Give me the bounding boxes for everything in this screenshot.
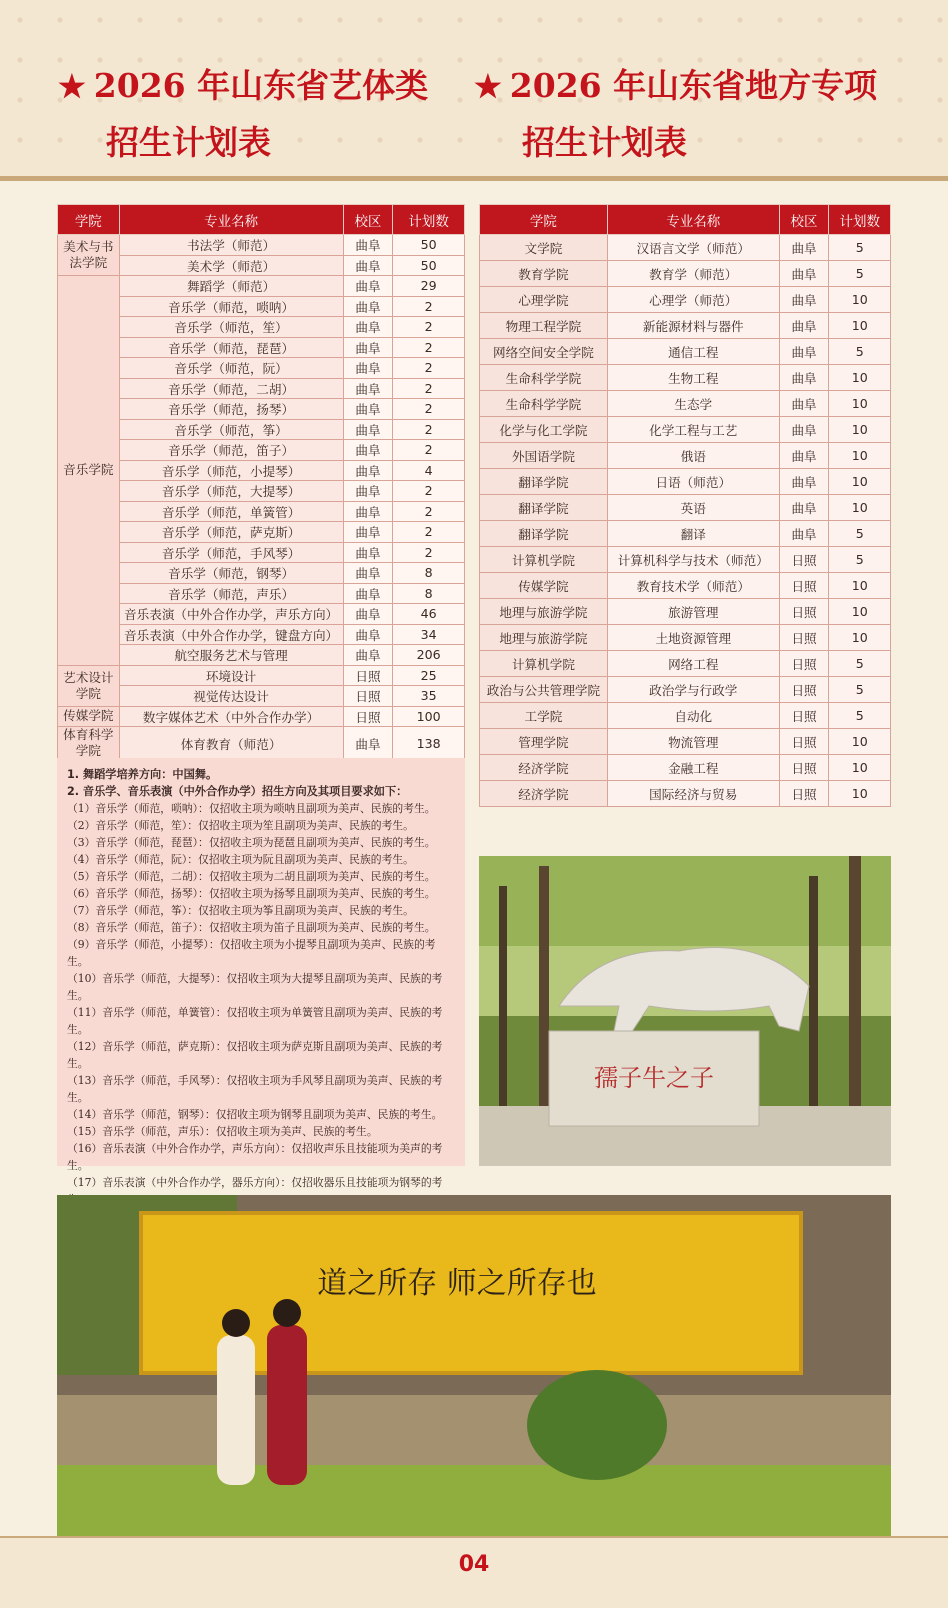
table-row	[58, 419, 465, 440]
major-cell: 旅游管理	[607, 599, 779, 625]
table-row	[58, 255, 465, 276]
college-cell: 地理与旅游学院	[480, 625, 608, 651]
right-title	[474, 58, 877, 171]
major-cell: 自动化	[607, 703, 779, 729]
college-cell: 翻译学院	[480, 469, 608, 495]
stone-inscription: 孺子牛之子	[594, 1064, 714, 1092]
note-item: （9）音乐学（师范，小提琴）：仅招收主项为小提琴且副项为美声、民族的考生。	[67, 938, 436, 968]
plan-count-cell: 2	[393, 317, 465, 338]
campus-cell: 曲阜	[343, 276, 393, 297]
campus-cell: 曲阜	[343, 358, 393, 379]
college-cell: 翻译学院	[480, 521, 608, 547]
college-cell: 工学院	[480, 703, 608, 729]
plan-count-cell: 2	[393, 522, 465, 543]
table-row	[58, 358, 465, 379]
major-cell: 英语	[607, 495, 779, 521]
plan-count-cell: 10	[829, 755, 891, 781]
plan-count-cell: 34	[393, 624, 465, 645]
table-row	[58, 337, 465, 358]
college-cell: 传媒学院	[480, 573, 608, 599]
campus-cell: 曲阜	[779, 261, 829, 287]
note-item: （11）音乐学（师范，单簧管）：仅招收主项为单簧管且副项为美声、民族的考生。	[67, 1006, 443, 1036]
plan-count-cell: 5	[829, 261, 891, 287]
table-row	[480, 625, 891, 651]
table-row	[480, 235, 891, 261]
campus-cell: 曲阜	[343, 235, 393, 256]
plan-count-cell: 10	[829, 287, 891, 313]
table-row	[58, 440, 465, 461]
major-cell: 航空服务艺术与管理	[119, 645, 343, 666]
plan-count-cell: 2	[393, 358, 465, 379]
table-row	[58, 563, 465, 584]
plan-count-cell: 10	[829, 573, 891, 599]
plan-count-cell: 10	[829, 781, 891, 807]
table-row	[480, 443, 891, 469]
major-cell: 音乐学（师范，琵琶）	[119, 337, 343, 358]
plan-count-cell: 5	[829, 521, 891, 547]
right-title-line2: 招生计划表	[522, 123, 687, 162]
plan-count-cell: 8	[393, 563, 465, 584]
campus-cell: 日照	[779, 547, 829, 573]
plan-count-cell: 10	[829, 313, 891, 339]
plan-count-cell: 5	[829, 235, 891, 261]
campus-cell: 曲阜	[343, 604, 393, 625]
campus-cell: 日照	[779, 703, 829, 729]
plan-count-cell: 8	[393, 583, 465, 604]
campus-cell: 日照	[779, 755, 829, 781]
major-cell: 心理学（师范）	[607, 287, 779, 313]
college-cell: 音乐学院	[58, 276, 120, 666]
table-row	[58, 583, 465, 604]
college-cell: 外国语学院	[480, 443, 608, 469]
major-cell: 生态学	[607, 391, 779, 417]
major-cell: 音乐学（师范，笙）	[119, 317, 343, 338]
note-item: （2）音乐学（师范，笙）：仅招收主项为笙且副项为美声、民族的考生。	[67, 819, 414, 832]
major-cell: 舞蹈学（师范）	[119, 276, 343, 297]
plan-count-cell: 4	[393, 460, 465, 481]
plan-count-cell: 46	[393, 604, 465, 625]
table-row	[480, 729, 891, 755]
table-row	[480, 755, 891, 781]
campus-cell: 曲阜	[343, 583, 393, 604]
note-item: （17）音乐表演（中外合作办学，器乐方向）：仅招收器乐且技能项为钢琴的考	[67, 1176, 443, 1189]
table-row	[58, 501, 465, 522]
campus-cell: 曲阜	[343, 255, 393, 276]
college-cell: 管理学院	[480, 729, 608, 755]
plan-count-cell: 10	[829, 365, 891, 391]
major-cell: 音乐学（师范，单簧管）	[119, 501, 343, 522]
column-header: 专业名称	[119, 205, 343, 235]
plan-count-cell: 5	[829, 677, 891, 703]
table-row	[58, 542, 465, 563]
campus-cell: 曲阜	[779, 339, 829, 365]
major-cell: 环境设计	[119, 665, 343, 686]
campus-cell: 日照	[343, 665, 393, 686]
campus-cell: 曲阜	[343, 501, 393, 522]
note-item: （8）音乐学（师范，笛子）：仅招收主项为笛子且副项为美声、民族的考生。	[67, 921, 436, 934]
plan-count-cell: 2	[393, 419, 465, 440]
campus-cell: 曲阜	[343, 378, 393, 399]
campus-cell: 日照	[779, 781, 829, 807]
major-cell: 音乐学（师范，小提琴）	[119, 460, 343, 481]
campus-cell: 曲阜	[779, 235, 829, 261]
plan-count-cell: 2	[393, 296, 465, 317]
table-row	[58, 460, 465, 481]
table-row	[58, 481, 465, 502]
local-special-plan-table	[479, 204, 891, 807]
campus-cell: 曲阜	[343, 481, 393, 502]
campus-cell: 曲阜	[343, 460, 393, 481]
calligraphy-wall-image	[57, 1195, 891, 1537]
campus-cell: 日照	[779, 729, 829, 755]
college-cell: 经济学院	[480, 755, 608, 781]
table-row	[480, 417, 891, 443]
college-cell: 心理学院	[480, 287, 608, 313]
table-row	[58, 522, 465, 543]
left-title	[58, 58, 428, 171]
column-header: 校区	[343, 205, 393, 235]
table-row	[58, 317, 465, 338]
table-header-row	[480, 205, 891, 235]
major-cell: 日语（师范）	[607, 469, 779, 495]
table-row	[58, 399, 465, 420]
major-cell: 音乐学（师范，大提琴）	[119, 481, 343, 502]
major-cell: 数字媒体艺术（中外合作办学）	[119, 706, 343, 727]
college-cell: 生命科学学院	[480, 391, 608, 417]
major-cell: 土地资源管理	[607, 625, 779, 651]
major-cell: 政治学与行政学	[607, 677, 779, 703]
campus-cell: 曲阜	[343, 440, 393, 461]
header-divider	[0, 176, 948, 181]
college-cell: 传媒学院	[58, 706, 120, 727]
campus-cell: 曲阜	[779, 417, 829, 443]
campus-cell: 曲阜	[343, 337, 393, 358]
major-cell: 通信工程	[607, 339, 779, 365]
college-cell: 计算机学院	[480, 547, 608, 573]
table-row	[480, 287, 891, 313]
note-item: （16）音乐表演（中外合作办学，声乐方向）：仅招收声乐且技能项为美声的考生。	[67, 1142, 443, 1172]
table-row	[480, 547, 891, 573]
note-item: （4）音乐学（师范，阮）：仅招收主项为阮且副项为美声、民族的考生。	[67, 853, 414, 866]
campus-cell: 曲阜	[343, 542, 393, 563]
college-cell: 计算机学院	[480, 651, 608, 677]
college-cell: 体育科学学院	[58, 727, 120, 760]
campus-cell: 曲阜	[343, 727, 393, 760]
college-cell: 教育学院	[480, 261, 608, 287]
table-row	[480, 703, 891, 729]
table-row	[58, 604, 465, 625]
major-cell: 音乐学（师范，扬琴）	[119, 399, 343, 420]
major-cell: 音乐表演（中外合作办学，键盘方向）	[119, 624, 343, 645]
major-cell: 音乐学（师范，钢琴）	[119, 563, 343, 584]
table-header-row	[58, 205, 465, 235]
campus-cell: 曲阜	[779, 443, 829, 469]
plan-count-cell: 100	[393, 706, 465, 727]
major-cell: 音乐表演（中外合作办学，声乐方向）	[119, 604, 343, 625]
major-cell: 生物工程	[607, 365, 779, 391]
campus-cell: 曲阜	[779, 365, 829, 391]
major-cell: 音乐学（师范，声乐）	[119, 583, 343, 604]
major-cell: 书法学（师范）	[119, 235, 343, 256]
plan-count-cell: 2	[393, 440, 465, 461]
campus-cell: 日照	[779, 625, 829, 651]
notes-box	[57, 758, 465, 1189]
note-item: （1）音乐学（师范，唢呐）：仅招收主项为唢呐且副项为美声、民族的考生。	[67, 802, 436, 815]
note-items	[67, 800, 455, 1208]
college-cell: 政治与公共管理学院	[480, 677, 608, 703]
college-cell: 美术与书法学院	[58, 235, 120, 276]
plan-count-cell: 10	[829, 391, 891, 417]
note-item: （6）音乐学（师范，扬琴）：仅招收主项为扬琴且副项为美声、民族的考生。	[67, 887, 436, 900]
plan-count-cell: 5	[829, 651, 891, 677]
campus-cell: 曲阜	[779, 287, 829, 313]
campus-cell: 曲阜	[779, 469, 829, 495]
major-cell: 俄语	[607, 443, 779, 469]
campus-wall-photo	[57, 1195, 891, 1537]
plan-count-cell: 35	[393, 686, 465, 707]
plan-count-cell: 10	[829, 495, 891, 521]
note-item: （10）音乐学（师范，大提琴）：仅招收主项为大提琴且副项为美声、民族的考生。	[67, 972, 443, 1002]
major-cell: 视觉传达设计	[119, 686, 343, 707]
note-1: 1. 舞蹈学培养方向：中国舞。	[67, 768, 218, 781]
major-cell: 音乐学（师范，唢呐）	[119, 296, 343, 317]
table-row	[480, 495, 891, 521]
plan-count-cell: 50	[393, 235, 465, 256]
major-cell: 汉语言文学（师范）	[607, 235, 779, 261]
campus-cell: 曲阜	[779, 521, 829, 547]
major-cell: 化学工程与工艺	[607, 417, 779, 443]
table-row	[58, 378, 465, 399]
table-row	[480, 391, 891, 417]
campus-cell: 日照	[779, 573, 829, 599]
campus-cell: 曲阜	[343, 317, 393, 338]
table-row	[480, 599, 891, 625]
column-header: 专业名称	[607, 205, 779, 235]
table-row	[480, 261, 891, 287]
major-cell: 音乐学（师范，萨克斯）	[119, 522, 343, 543]
campus-cell: 曲阜	[343, 624, 393, 645]
page-number: 04	[458, 1552, 490, 1577]
star-icon: ★	[58, 69, 86, 105]
campus-bull-statue-photo	[479, 856, 891, 1166]
table-row	[480, 781, 891, 807]
campus-cell: 曲阜	[779, 391, 829, 417]
college-cell: 文学院	[480, 235, 608, 261]
left-title-line2: 招生计划表	[106, 123, 271, 162]
college-cell: 化学与化工学院	[480, 417, 608, 443]
major-cell: 体育教育（师范）	[119, 727, 343, 760]
major-cell: 美术学（师范）	[119, 255, 343, 276]
column-header: 计划数	[393, 205, 465, 235]
plan-count-cell: 2	[393, 378, 465, 399]
table-row	[58, 276, 465, 297]
campus-cell: 曲阜	[343, 522, 393, 543]
column-header: 计划数	[829, 205, 891, 235]
wall-calligraphy: 道之所存 师之所存也	[317, 1266, 597, 1301]
major-cell: 教育学（师范）	[607, 261, 779, 287]
plan-count-cell: 10	[829, 625, 891, 651]
plan-count-cell: 10	[829, 417, 891, 443]
major-cell: 网络工程	[607, 651, 779, 677]
art-sports-plan-table	[57, 204, 465, 760]
table-row	[480, 365, 891, 391]
campus-cell: 日照	[779, 599, 829, 625]
major-cell: 音乐学（师范，阮）	[119, 358, 343, 379]
plan-count-cell: 50	[393, 255, 465, 276]
campus-cell: 日照	[343, 706, 393, 727]
college-cell: 翻译学院	[480, 495, 608, 521]
campus-cell: 日照	[779, 677, 829, 703]
table-row	[480, 573, 891, 599]
table-row	[480, 313, 891, 339]
plan-count-cell: 5	[829, 339, 891, 365]
note-item: （14）音乐学（师范，钢琴）：仅招收主项为钢琴且副项为美声、民族的考生。	[67, 1108, 443, 1121]
plan-count-cell: 10	[829, 469, 891, 495]
column-header: 学院	[58, 205, 120, 235]
college-cell: 地理与旅游学院	[480, 599, 608, 625]
college-cell: 生命科学学院	[480, 365, 608, 391]
table-row	[58, 665, 465, 686]
table-row	[480, 651, 891, 677]
table-row	[58, 235, 465, 256]
campus-cell: 曲阜	[343, 419, 393, 440]
plan-count-cell: 206	[393, 645, 465, 666]
plan-count-cell: 29	[393, 276, 465, 297]
campus-cell: 日照	[779, 651, 829, 677]
campus-cell: 日照	[343, 686, 393, 707]
major-cell: 音乐学（师范，二胡）	[119, 378, 343, 399]
note-item: （7）音乐学（师范，筝）：仅招收主项为筝且副项为美声、民族的考生。	[67, 904, 414, 917]
campus-cell: 曲阜	[343, 399, 393, 420]
table-row	[58, 727, 465, 760]
major-cell: 物流管理	[607, 729, 779, 755]
column-header: 校区	[779, 205, 829, 235]
major-cell: 国际经济与贸易	[607, 781, 779, 807]
plan-count-cell: 10	[829, 729, 891, 755]
campus-cell: 曲阜	[779, 495, 829, 521]
left-title-line1: 2026 年山东省艺体类	[93, 66, 429, 105]
major-cell: 音乐学（师范，笛子）	[119, 440, 343, 461]
major-cell: 金融工程	[607, 755, 779, 781]
college-cell: 物理工程学院	[480, 313, 608, 339]
campus-cell: 曲阜	[343, 563, 393, 584]
plan-count-cell: 2	[393, 501, 465, 522]
table-row	[480, 677, 891, 703]
table-row	[58, 686, 465, 707]
table-row	[58, 706, 465, 727]
plan-count-cell: 138	[393, 727, 465, 760]
table-row	[480, 521, 891, 547]
column-header: 学院	[480, 205, 608, 235]
plan-count-cell: 25	[393, 665, 465, 686]
plan-count-cell: 2	[393, 337, 465, 358]
major-cell: 翻译	[607, 521, 779, 547]
major-cell: 计算机科学与技术（师范）	[607, 547, 779, 573]
plan-count-cell: 10	[829, 443, 891, 469]
plan-count-cell: 2	[393, 542, 465, 563]
note-item: （15）音乐学（师范，声乐）：仅招收主项为美声、民族的考生。	[67, 1125, 378, 1138]
right-title-line1: 2026 年山东省地方专项	[509, 66, 878, 105]
note-item: （13）音乐学（师范，手风琴）：仅招收主项为手风琴且副项为美声、民族的考生。	[67, 1074, 443, 1104]
campus-cell: 曲阜	[343, 296, 393, 317]
college-cell: 艺术设计学院	[58, 665, 120, 706]
major-cell: 新能源材料与器件	[607, 313, 779, 339]
note-2: 2. 音乐学、音乐表演（中外合作办学）招生方向及其项目要求如下：	[67, 785, 408, 798]
plan-count-cell: 5	[829, 547, 891, 573]
note-item: （3）音乐学（师范，琵琶）：仅招收主项为琵琶且副项为美声、民族的考生。	[67, 836, 436, 849]
campus-cell: 曲阜	[343, 645, 393, 666]
plan-count-cell: 10	[829, 599, 891, 625]
table-row	[480, 469, 891, 495]
plan-count-cell: 2	[393, 481, 465, 502]
bull-statue-image	[479, 856, 891, 1166]
plan-count-cell: 5	[829, 703, 891, 729]
major-cell: 教育技术学（师范）	[607, 573, 779, 599]
table-row	[58, 624, 465, 645]
plan-count-cell: 2	[393, 399, 465, 420]
table-row	[58, 645, 465, 666]
campus-cell: 曲阜	[779, 313, 829, 339]
major-cell: 音乐学（师范，筝）	[119, 419, 343, 440]
college-cell: 经济学院	[480, 781, 608, 807]
college-cell: 网络空间安全学院	[480, 339, 608, 365]
table-row	[480, 339, 891, 365]
table-row	[58, 296, 465, 317]
note-item: （5）音乐学（师范，二胡）：仅招收主项为二胡且副项为美声、民族的考生。	[67, 870, 436, 883]
star-icon: ★	[474, 69, 502, 105]
major-cell: 音乐学（师范，手风琴）	[119, 542, 343, 563]
note-item: （12）音乐学（师范，萨克斯）：仅招收主项为萨克斯且副项为美声、民族的考生。	[67, 1040, 443, 1070]
